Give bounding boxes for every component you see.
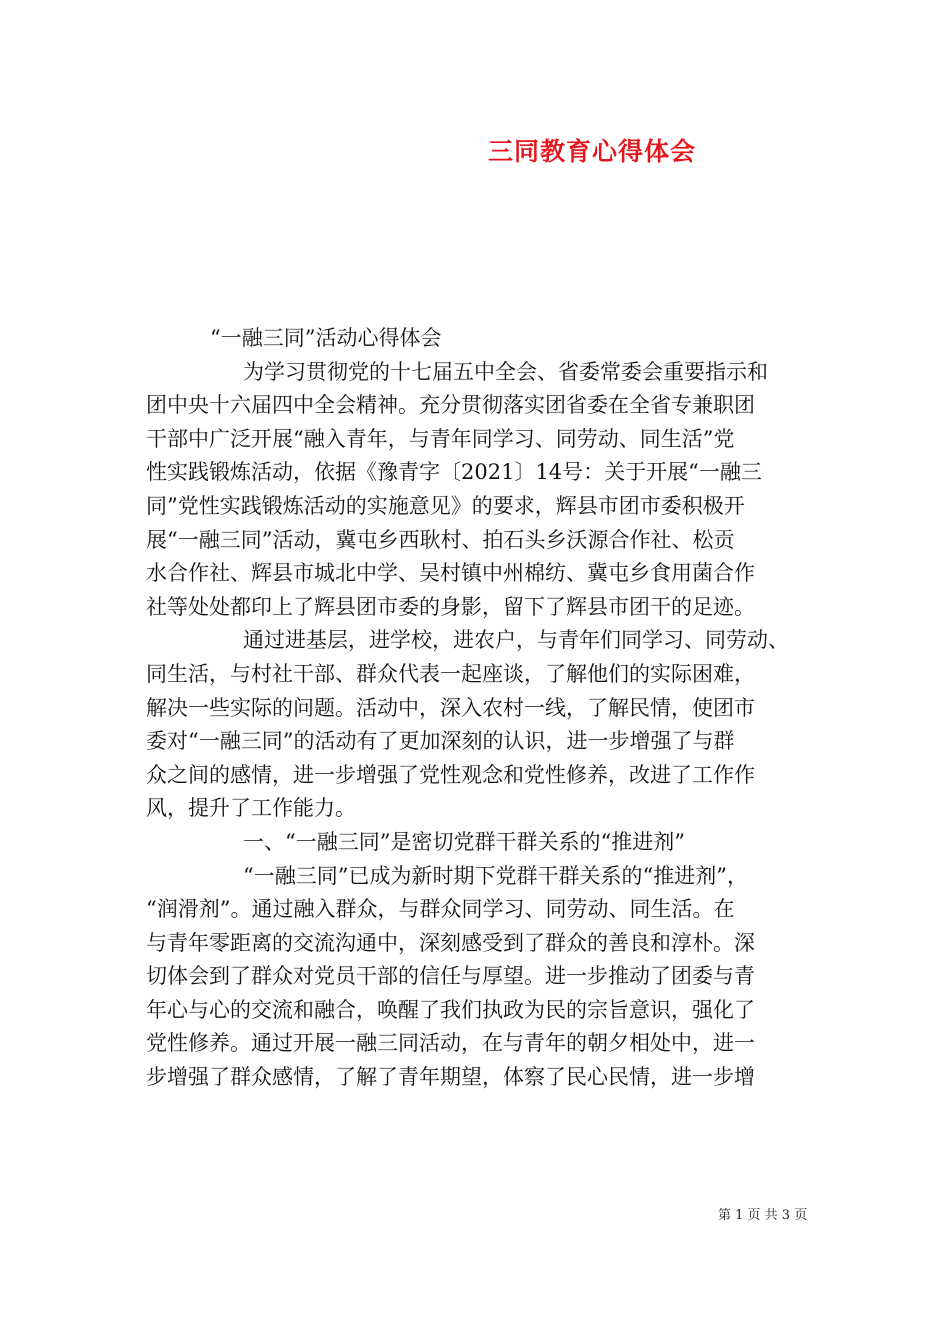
paragraph-line: “润滑剂”。通过融入群众，与群众同学习、同劳动、同生活。在	[146, 897, 735, 922]
paragraph-line: 与青年零距离的交流沟通中，深刻感受到了群众的善良和淳朴。深	[146, 930, 755, 955]
paragraph-line: 步增强了群众感情，了解了青年期望，体察了民心民情，进一步增	[146, 1065, 755, 1090]
paragraph-line: 解决一些实际的问题。活动中，深入农村一线，了解民情，使团市	[146, 695, 755, 720]
paragraph-line: 性实践锻炼活动，依据《豫青字〔2021〕14号：关于开展“一融三	[146, 460, 762, 485]
paragraph-line: 年心与心的交流和融合，唤醒了我们执政为民的宗旨意识，强化了	[146, 997, 755, 1022]
paragraph-line: 同生活，与村社干部、群众代表一起座谈，了解他们的实际困难，	[146, 661, 755, 686]
paragraph-line: 水合作社、辉县市城北中学、吴村镇中州棉纺、冀屯乡食用菌合作	[146, 561, 755, 586]
paragraph-line: 党性修养。通过开展一融三同活动，在与青年的朝夕相处中，进一	[146, 1031, 755, 1056]
subtitle-line: “一融三同”活动心得体会	[210, 326, 442, 350]
document-body	[146, 322, 816, 1095]
section-heading: 一、“一融三同”是密切党群干群关系的“推进剂”	[243, 829, 685, 854]
paragraph-line: 委对“一融三同”的活动有了更加深刻的认识，进一步增强了与群	[146, 729, 735, 754]
paragraph-line: 众之间的感情，进一步增强了党性观念和党性修养，改进了工作作	[146, 762, 755, 787]
paragraph-line: 通过进基层，进学校，进农户，与青年们同学习、同劳动、	[243, 628, 789, 653]
paragraph-line: 同”党性实践锻炼活动的实施意见》的要求，辉县市团市委积极开	[146, 493, 745, 518]
paragraph-line: 风，提升了工作能力。	[146, 796, 356, 821]
paragraph-line: 团中央十六届四中全会精神。充分贯彻落实团省委在全省专兼职团	[146, 393, 755, 418]
paragraph-line: 为学习贯彻党的十七届五中全会、省委常委会重要指示和	[243, 359, 768, 384]
paragraph-line: 社等处处都印上了辉县团市委的身影，留下了辉县市团干的足迹。	[146, 594, 755, 619]
paragraph-line: 干部中广泛开展“融入青年，与青年同学习、同劳动、同生活”党	[146, 426, 735, 451]
paragraph-line: 切体会到了群众对党员干部的信任与厚望。进一步推动了团委与青	[146, 964, 755, 989]
paragraph-line: “一融三同”已成为新时期下党群干群关系的“推进剂”，	[243, 863, 748, 888]
page-number-footer: 第 1 页 共 3 页	[718, 1208, 808, 1223]
document-title: 三同教育心得体会	[488, 137, 697, 166]
paragraph-line: 展“一融三同”活动，冀屯乡西耿村、拍石头乡沃源合作社、松贡	[146, 527, 735, 552]
